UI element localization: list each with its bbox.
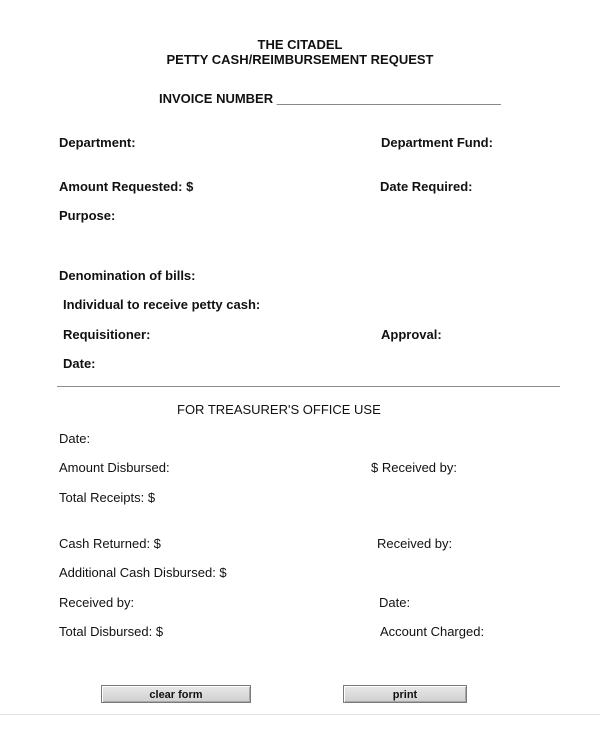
organization-title: THE CITADEL [257,37,343,52]
received-by-dollar-label: $ Received by: [371,460,457,475]
section-divider [57,386,560,387]
individual-label: Individual to receive petty cash: [63,297,261,312]
treasurer-date-label-2: Date: [379,595,411,610]
total-receipts-label: Total Receipts: $ [59,490,156,505]
page-bottom-border [0,714,600,715]
approval-label: Approval: [381,327,442,342]
account-charged-label: Account Charged: [380,624,485,639]
invoice-number-field: INVOICE NUMBER _______________________________ [159,91,501,106]
request-date-label: Date: [63,356,96,371]
department-fund-label: Department Fund: [381,135,493,150]
denomination-label: Denomination of bills: [59,268,196,283]
form-title: PETTY CASH/REIMBURSEMENT REQUEST [166,52,434,67]
requisitioner-label: Requisitioner: [63,327,151,342]
received-by-label: Received by: [377,536,453,551]
amount-disbursed-label: Amount Disbursed: [59,460,170,475]
department-label: Department: [59,135,136,150]
print-button[interactable]: print [343,685,467,703]
treasurer-heading: FOR TREASURER'S OFFICE USE [177,402,381,417]
clear-form-button[interactable]: clear form [101,685,251,703]
total-disbursed-label: Total Disbursed: $ [59,624,164,639]
received-by-label-2: Received by: [59,595,135,610]
date-required-label: Date Required: [380,179,473,194]
cash-returned-label: Cash Returned: $ [59,536,161,551]
purpose-label: Purpose: [59,208,116,223]
treasurer-date-label: Date: [59,431,91,446]
additional-cash-label: Additional Cash Disbursed: $ [59,565,227,580]
amount-requested-label: Amount Requested: $ [59,179,194,194]
